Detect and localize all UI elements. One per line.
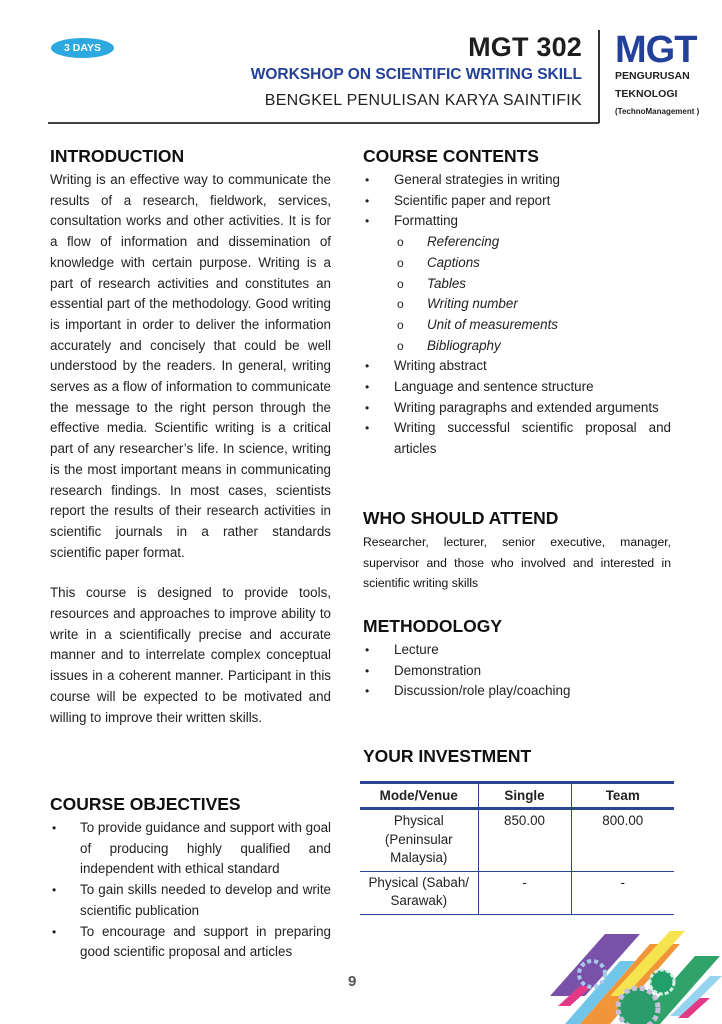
circle-bullet-icon: o: [397, 297, 404, 312]
list-item-text: Demonstration: [394, 662, 482, 678]
circle-bullet-icon: o: [397, 317, 404, 332]
table-row: [360, 871, 674, 914]
objectives-section: [50, 793, 331, 963]
sub-list-item: [363, 336, 671, 357]
bullet-icon: •: [365, 173, 370, 187]
list-item-text: Discussion/role play/coaching: [394, 683, 571, 699]
list-item: [363, 640, 671, 661]
list-item: [363, 377, 671, 398]
course-contents-list: [363, 170, 671, 232]
bullet-icon: •: [365, 663, 370, 678]
circle-bullet-icon: o: [397, 276, 404, 291]
logo-line-1: PENGURUSAN: [615, 70, 690, 82]
cell-single-price: 850.00: [478, 809, 571, 872]
cell-venue: Physical (Sabah/ Sarawak): [360, 871, 478, 914]
introduction-heading: INTRODUCTION: [50, 146, 185, 166]
list-item-text: Writing abstract: [394, 358, 487, 374]
sub-list-item-text: Writing number: [427, 296, 518, 312]
sub-list-item-text: Referencing: [427, 234, 500, 250]
column-header-mode-venue: Mode/Venue: [360, 783, 478, 809]
list-item: [50, 922, 331, 963]
introduction-paragraph: Writing is an effective way to communicate the results of a research, fieldwork, services, consultation works and other activities. It is for a flow of information and dissemination of knowledge with certain purpose. Writing is a part of research activities and constitutes an essential part of the methodology. Good writing is important in order to deliver the information accurately and concisely that could be well understood by the readers. In general, writing serves as a flow of information to communicate the message to the right person through the effective media. Scientific writing is a critical part of any researcher’s life. In science, writing is the most important means in communicating research findings. In most cases, scientists report the results of their research activities in scientific journals in a rather standards scientific paper format.: [50, 172, 331, 560]
list-item: [50, 880, 331, 921]
objectives-heading: COURSE OBJECTIVES: [50, 794, 241, 814]
list-item: [363, 398, 671, 419]
list-item-text: To provide guidance and support with goal of producing highly qualified and independent with ethical standard: [80, 820, 331, 877]
list-item: [363, 661, 671, 682]
header-divider: [48, 122, 599, 124]
bullet-icon: •: [365, 193, 370, 208]
course-contents-list-continued: [363, 356, 671, 460]
page-number: 9: [348, 973, 357, 990]
logo-line-3: (TechnoManagement ): [615, 107, 700, 116]
list-item-text: Writing paragraphs and extended arguments: [394, 399, 659, 415]
formatting-sublist: [363, 232, 671, 356]
course-title-english: WORKSHOP ON SCIENTIFIC WRITING SKILL: [250, 66, 582, 83]
duration-badge: 3 DAYS: [51, 38, 114, 58]
list-item: [363, 211, 671, 232]
bullet-icon: •: [365, 400, 370, 415]
who-should-attend-text: Researcher, lecturer, senior executive, manager, supervisor and those who involved and interested in scientific writing skills: [363, 535, 671, 590]
table-header-row: [360, 783, 674, 809]
list-item-text: General strategies in writing: [394, 172, 560, 187]
bullet-icon: •: [365, 380, 370, 395]
column-header-team: Team: [571, 783, 674, 809]
investment-table: [360, 781, 674, 915]
circle-bullet-icon: o: [397, 255, 404, 270]
cell-single-price: -: [478, 871, 571, 914]
bullet-icon: •: [365, 421, 370, 436]
logo-abbreviation: MGT: [615, 29, 697, 71]
table-row: [360, 809, 674, 872]
sub-list-item: [363, 294, 671, 315]
list-item-text: Writing successful scientific proposal and articles: [394, 420, 671, 457]
investment-section: [363, 745, 674, 770]
gear-icon: [650, 970, 674, 994]
sub-list-item: [363, 253, 671, 274]
investment-heading: YOUR INVESTMENT: [363, 746, 532, 766]
logo-line-2: TEKNOLOGI: [615, 88, 678, 100]
sub-list-item: [363, 274, 671, 295]
sub-list-item: [363, 232, 671, 253]
sub-list-item: [363, 315, 671, 336]
sub-list-item-text: Bibliography: [427, 337, 501, 353]
list-item: [50, 818, 331, 880]
bullet-icon: •: [365, 684, 370, 699]
methodology-heading: METHODOLOGY: [363, 616, 503, 636]
methodology-section: [363, 615, 671, 702]
list-item-text: Language and sentence structure: [394, 379, 594, 395]
cell-venue: Physical (Peninsular Malaysia): [360, 809, 478, 872]
list-item-text: Formatting: [394, 213, 458, 229]
bullet-icon: •: [52, 883, 57, 898]
who-should-attend-heading: WHO SHOULD ATTEND: [363, 508, 559, 528]
course-contents-section: [363, 145, 671, 460]
bullet-icon: •: [365, 643, 370, 657]
sub-list-item-text: Unit of measurements: [427, 316, 558, 332]
introduction-paragraph: This course is designed to provide tools, resources and approaches to improve ability to write in a scientifically precise and accurate manner and to interrelate complex conceptual issues in a coherent manner. Participant in this course will be expected to be motivated and willing to improve their written skills.: [50, 585, 331, 725]
column-header-single: Single: [478, 783, 571, 809]
who-should-attend-section: [363, 507, 671, 594]
course-code: MGT 302: [468, 32, 582, 62]
bullet-icon: •: [52, 821, 57, 835]
circle-bullet-icon: o: [397, 338, 404, 353]
list-item-text: To encourage and support in preparing good scientific proposal and articles: [80, 923, 331, 960]
list-item: [363, 170, 671, 191]
methodology-list: [363, 640, 671, 702]
bullet-icon: •: [52, 924, 57, 939]
introduction-section: [50, 145, 331, 728]
sub-list-item-text: Tables: [427, 275, 466, 291]
decorative-gears-graphic: [510, 926, 722, 1024]
list-item-text: Lecture: [394, 642, 439, 657]
course-title-malay: BENGKEL PENULISAN KARYA SAINTIFIK: [264, 92, 582, 109]
sub-list-item-text: Captions: [427, 254, 480, 270]
list-item: [363, 356, 671, 377]
list-item-text: Scientific paper and report: [394, 192, 551, 208]
list-item-text: To gain skills needed to develop and write scientific publication: [80, 882, 331, 918]
course-contents-heading: COURSE CONTENTS: [363, 146, 539, 166]
list-item: [363, 418, 671, 459]
objectives-list: [50, 818, 331, 963]
list-item: [363, 681, 671, 702]
bullet-icon: •: [365, 214, 370, 229]
cell-team-price: 800.00: [571, 809, 674, 872]
cell-team-price: -: [571, 871, 674, 914]
circle-bullet-icon: o: [397, 235, 404, 250]
bullet-icon: •: [365, 359, 370, 374]
header-vertical-divider: [598, 30, 600, 123]
list-item: [363, 191, 671, 212]
